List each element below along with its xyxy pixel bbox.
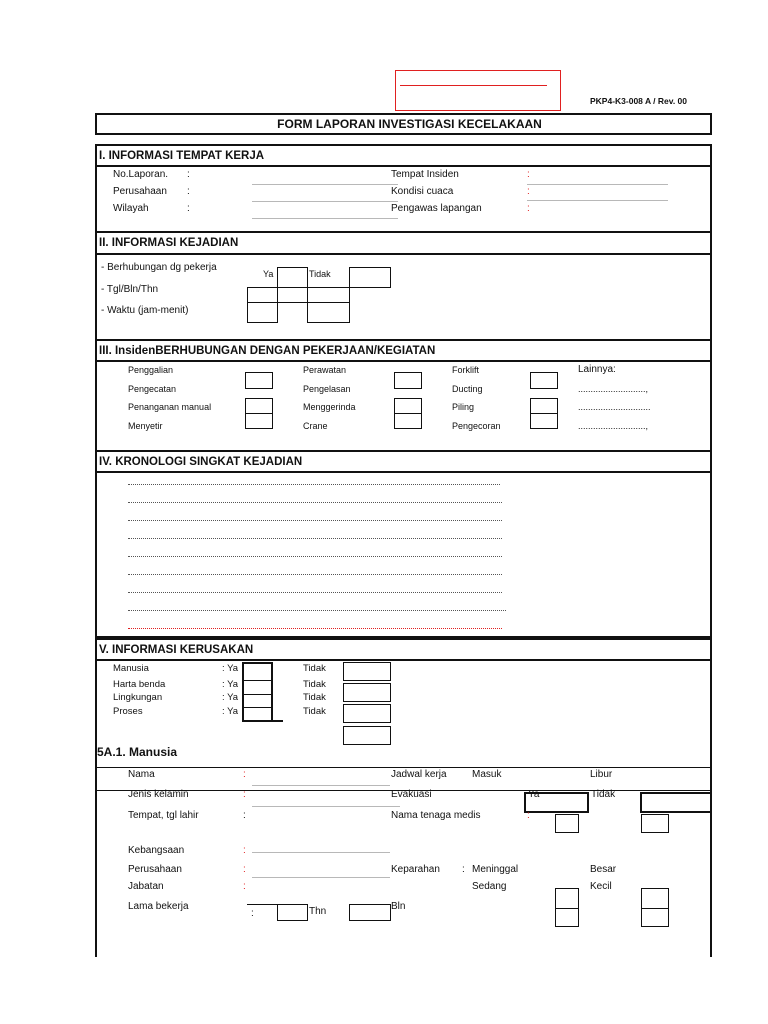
damage-item-label: Harta benda <box>113 679 166 690</box>
chronology-line <box>128 628 502 629</box>
medic-name-colon: : <box>527 810 530 821</box>
tenure-years-label: Thn <box>309 906 327 917</box>
tenure-months-box <box>349 904 391 921</box>
field-underline <box>527 184 668 185</box>
chronology-line <box>128 538 502 539</box>
date-day-box <box>247 287 278 303</box>
field-underline <box>252 184 398 185</box>
damage-item-no: Tidak <box>303 692 326 703</box>
chronology-line <box>128 592 502 593</box>
section4-header: IV. KRONOLOGI SINGKAT KEJADIAN <box>95 450 712 473</box>
activity-checkbox <box>530 372 558 389</box>
tenure-months-label: Bln <box>391 901 406 912</box>
item-tgl-bln-thn: - Tgl/Bln/Thn <box>101 284 159 295</box>
evacuation-label: Evakuasi <box>391 789 432 800</box>
damage-item-no: Tidak <box>303 706 326 717</box>
severity-checkbox <box>641 908 669 927</box>
person-field-label: Jabatan <box>128 881 164 892</box>
activity-option: Menyetir <box>128 421 163 431</box>
person-field-label: Tempat, tgl lahir <box>128 810 199 821</box>
field-underline <box>252 852 390 853</box>
row-top-border <box>95 767 712 768</box>
field-underline <box>252 806 400 807</box>
damage-item-yes: : Ya <box>222 679 239 690</box>
person-field-label: Jenis kelamin <box>128 789 189 800</box>
person-field-colon: : <box>243 864 246 875</box>
activity-checkbox <box>245 398 273 414</box>
yes-column-divider <box>242 707 273 708</box>
field-underline <box>252 201 398 202</box>
damage-item-no: Tidak <box>303 663 326 674</box>
activity-option: Menggerinda <box>303 402 356 412</box>
yes-column-divider <box>242 680 273 681</box>
activity-option: Crane <box>303 421 328 431</box>
other-fill-line: ..........................., <box>578 384 649 394</box>
yes-column-divider <box>242 662 273 664</box>
person-field-label: Perusahaan <box>128 864 182 875</box>
evacuation-no-label: Tidak <box>591 789 616 800</box>
activity-checkbox <box>394 398 422 414</box>
severity-major: Besar <box>590 864 617 875</box>
damage-item-yes: : Ya <box>222 663 239 674</box>
activity-option: Pengelasan <box>303 384 351 394</box>
section1-header: I. INFORMASI TEMPAT KERJA <box>95 144 712 167</box>
field-underline <box>252 785 390 786</box>
section2-header: II. INFORMASI KEJADIAN <box>95 231 712 255</box>
time-hour-box <box>247 302 278 323</box>
field-underline <box>252 218 398 219</box>
person-field-colon: : <box>243 881 246 892</box>
activity-option: Piling <box>452 402 475 412</box>
activity-checkbox <box>245 372 273 389</box>
field-colon: : <box>187 169 190 180</box>
activity-option: Penanganan manual <box>128 402 212 412</box>
tenure-top-line <box>247 904 278 905</box>
damage-item-yes: : Ya <box>222 692 239 703</box>
other-fill-line: ............................. <box>578 402 651 412</box>
item-waktu: - Waktu (jam-menit) <box>101 305 189 316</box>
damage-item-label: Lingkungan <box>113 692 163 703</box>
form-right-border <box>710 144 712 957</box>
other-label: Lainnya: <box>578 364 616 375</box>
document-code: PKP4-K3-008 A / Rev. 00 <box>590 96 688 106</box>
damage-no-checkbox <box>343 662 391 681</box>
severity-fatal: Meninggal <box>472 864 519 875</box>
time-minute-box <box>307 302 350 323</box>
section3-header: III. InsidenBERHUBUNGAN DENGAN PEKERJAAN/KEGIATAN <box>95 339 712 362</box>
field-colon: : <box>187 203 190 214</box>
other-fill-line: ..........................., <box>578 421 649 431</box>
field-underline <box>252 877 390 878</box>
severity-colon: : <box>462 864 465 875</box>
off-label: Libur <box>590 769 613 780</box>
yes-column-right <box>271 662 273 721</box>
section5-header: V. INFORMASI KERUSAKAN <box>95 638 712 661</box>
chronology-line <box>128 520 502 521</box>
person-field-colon: : <box>243 789 246 800</box>
activity-checkbox <box>530 398 558 414</box>
field-label-wilayah: Wilayah <box>113 203 149 214</box>
evacuation-yes-label: Ya <box>528 789 540 800</box>
activity-option: Pengecoran <box>452 421 501 431</box>
yes-checkbox <box>277 267 308 288</box>
activity-checkbox <box>394 372 422 389</box>
subsection-title: 5A.1. Manusia <box>97 745 178 759</box>
person-field-colon: : <box>243 769 246 780</box>
form-left-border <box>95 144 97 957</box>
tenure-years-box <box>277 904 308 921</box>
field-label-kondisi-cuaca: Kondisi cuaca <box>391 186 454 197</box>
severity-checkbox <box>555 888 579 909</box>
damage-no-checkbox <box>343 683 391 702</box>
field-label-tempat-insiden: Tempat Insiden <box>391 169 459 180</box>
person-field-colon: : <box>251 908 254 919</box>
activity-option: Forklift <box>452 365 479 375</box>
activity-option: Pengecatan <box>128 384 177 394</box>
activity-checkbox <box>245 413 273 429</box>
activity-option: Penggalian <box>128 365 174 375</box>
yes-column-divider <box>242 720 283 722</box>
field-colon: : <box>527 186 530 197</box>
field-label-perusahaan: Perusahaan <box>113 186 167 197</box>
field-label-pengawas-lapangan: Pengawas lapangan <box>391 203 482 214</box>
chronology-line <box>128 556 502 557</box>
damage-item-label: Proses <box>113 706 143 717</box>
severity-label: Keparahan <box>391 864 440 875</box>
damage-no-checkbox <box>343 726 391 745</box>
work-schedule-label: Jadwal kerja <box>391 769 447 780</box>
activity-option: Perawatan <box>303 365 347 375</box>
person-field-label: Kebangsaan <box>128 845 185 856</box>
chronology-line <box>128 610 506 611</box>
item-berhubungan: - Berhubungan dg pekerja <box>101 262 217 273</box>
person-field-label: Lama bekerja <box>128 901 189 912</box>
activity-option: Ducting <box>452 384 483 394</box>
yes-label: Ya <box>263 269 274 279</box>
title-box <box>95 113 712 135</box>
chronology-line <box>128 484 500 485</box>
evacuation-no-box <box>640 792 712 813</box>
damage-no-checkbox <box>343 704 391 723</box>
damage-item-label: Manusia <box>113 663 149 674</box>
medic-checkbox <box>641 814 669 833</box>
person-field-label: Nama <box>128 769 155 780</box>
person-field-colon: : <box>243 810 246 821</box>
severity-moderate: Sedang <box>472 881 507 892</box>
activity-checkbox <box>530 413 558 429</box>
field-colon: : <box>527 203 530 214</box>
in-label: Masuk <box>472 769 502 780</box>
field-underline <box>527 200 668 201</box>
chronology-line <box>128 502 502 503</box>
severity-checkbox <box>555 908 579 927</box>
stamp-line <box>400 85 547 86</box>
chronology-line <box>128 574 502 575</box>
field-colon: : <box>187 186 190 197</box>
yes-column-divider <box>242 694 273 695</box>
approval-stamp-box <box>395 70 561 111</box>
date-year-box <box>307 287 350 303</box>
damage-item-yes: : Ya <box>222 706 239 717</box>
activity-checkbox <box>394 413 422 429</box>
severity-checkbox <box>641 888 669 909</box>
yes-column-left <box>242 662 244 721</box>
person-field-colon: : <box>243 845 246 856</box>
severity-minor: Kecil <box>590 881 612 892</box>
date-month-box <box>277 287 308 303</box>
no-checkbox <box>349 267 391 288</box>
page-title: FORM LAPORAN INVESTIGASI KECELAKAAN <box>277 117 542 131</box>
field-label-no-laporan: No.Laporan. <box>113 169 169 180</box>
medic-checkbox <box>555 814 579 833</box>
no-label: Tidak <box>309 269 331 279</box>
medic-name-label: Nama tenaga medis <box>391 810 481 821</box>
field-colon: : <box>527 169 530 180</box>
damage-item-no: Tidak <box>303 679 326 690</box>
